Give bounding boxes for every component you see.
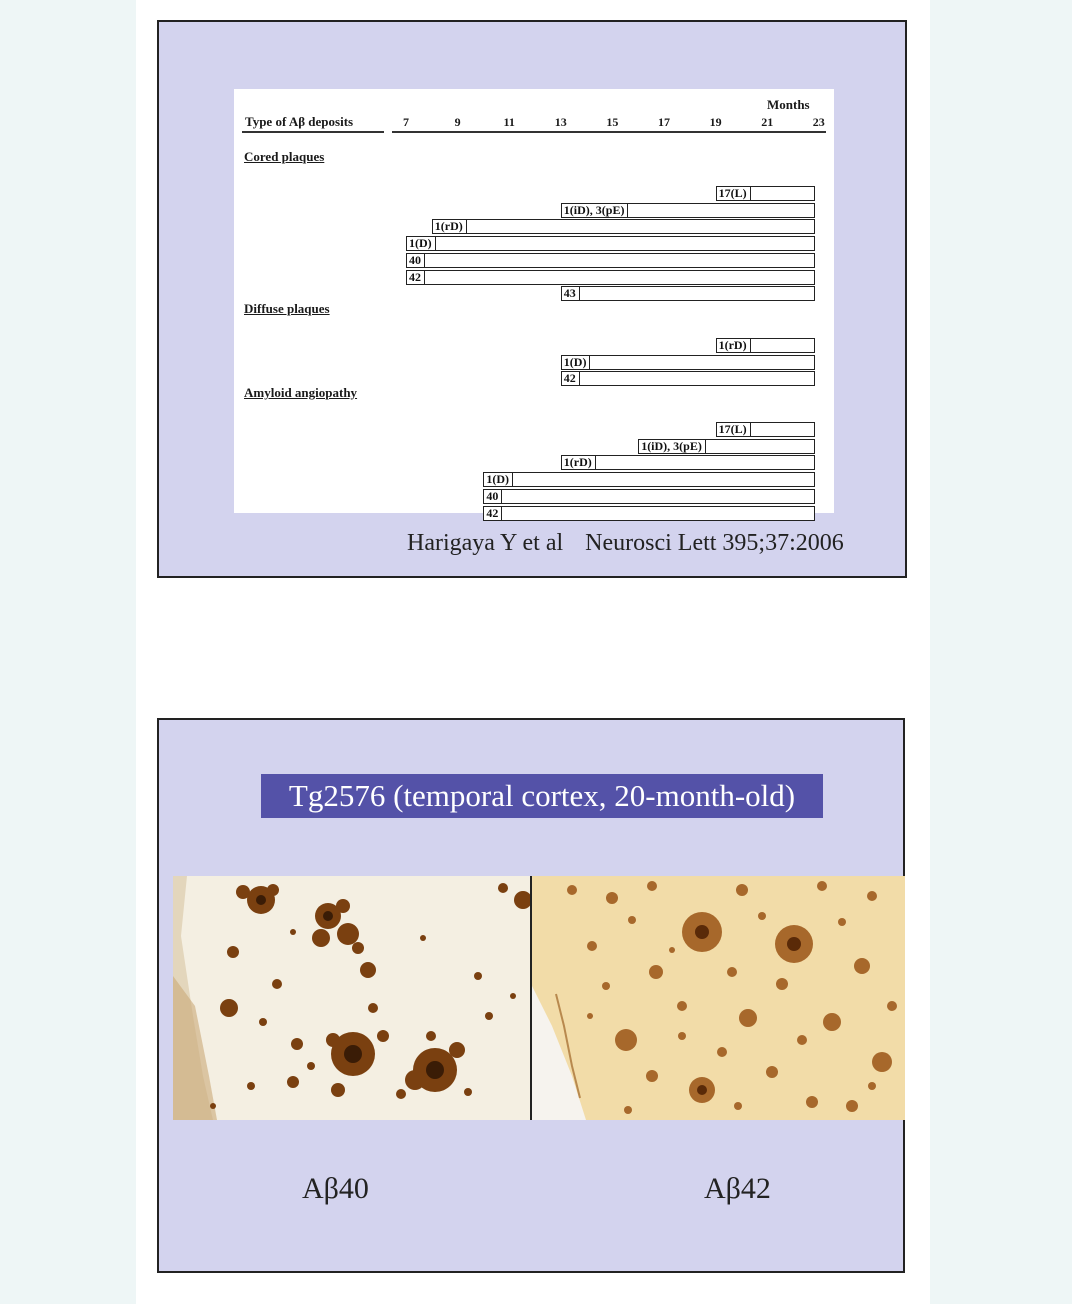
abeta42-caption: Aβ42 [704, 1172, 771, 1205]
deposit-bar [432, 219, 815, 234]
deposit-bar [561, 203, 815, 218]
deposit-bar [638, 439, 815, 454]
months-label: Months [767, 97, 810, 112]
deposit-bar-label: 1(D) [486, 473, 513, 486]
header-underline-right [392, 131, 826, 133]
month-tick: 19 [709, 115, 722, 129]
deposit-bar-label: 40 [486, 490, 502, 503]
month-tick: 13 [554, 115, 567, 129]
abeta42-micrograph [532, 876, 905, 1120]
deposit-bar-label: 1(rD) [564, 456, 596, 469]
section-title: Amyloid angiopathy [244, 385, 358, 400]
slide-title: Tg2576 (temporal cortex, 20-month-old) [261, 774, 823, 818]
abeta40-stain-image [173, 876, 530, 1120]
type-of-deposits-label: Type of Aβ deposits [245, 114, 354, 129]
deposit-bar-label: 1(iD), 3(pE) [641, 440, 706, 453]
deposit-bar-label: 17(L) [719, 423, 751, 436]
month-tick: 9 [454, 115, 461, 129]
citation-authors: Harigaya Y et al [407, 530, 564, 556]
section-title: Diffuse plaques [244, 301, 330, 316]
month-tick: 11 [503, 115, 515, 129]
deposit-bar-label: 42 [564, 372, 580, 385]
deposit-bar-label: 1(D) [409, 237, 436, 250]
deposit-bar-label: 1(D) [564, 356, 591, 369]
deposit-bar [716, 338, 815, 353]
deposit-bar [561, 371, 815, 386]
deposit-bar [483, 472, 815, 487]
month-tick: 15 [606, 115, 619, 129]
deposit-bar [406, 236, 815, 251]
abeta40-caption: Aβ40 [302, 1172, 369, 1205]
header-underline-left [242, 131, 384, 133]
deposit-bar [561, 286, 815, 301]
deposit-bar-label: 42 [409, 271, 425, 284]
deposit-bar-label: 1(iD), 3(pE) [564, 204, 629, 217]
deposit-bar-label: 1(rD) [435, 220, 467, 233]
month-tick: 17 [658, 115, 670, 129]
abeta40-micrograph [173, 876, 530, 1120]
deposit-bar [716, 422, 815, 437]
citation-journal: Neurosci Lett 395;37:2006 [585, 530, 844, 556]
deposit-bar-label: 43 [564, 287, 580, 300]
citation [407, 530, 844, 557]
deposit-bar [483, 489, 815, 504]
micrograph-slide [157, 718, 905, 1273]
deposit-bar [483, 506, 815, 521]
deposit-bar [561, 455, 815, 470]
section-title: Cored plaques [244, 149, 325, 164]
timeline-slide [157, 20, 907, 578]
deposit-bar-label: 1(rD) [719, 339, 751, 352]
deposit-timeline-table [234, 89, 834, 520]
deposit-bar [716, 186, 815, 201]
deposit-bar [406, 253, 815, 268]
month-tick: 23 [812, 115, 825, 129]
month-tick: 21 [761, 115, 774, 129]
deposit-bar [406, 270, 815, 285]
deposit-bar-label: 40 [409, 254, 425, 267]
deposit-bar-label: 17(L) [719, 187, 751, 200]
deposit-bar-label: 42 [486, 507, 502, 520]
abeta42-stain-image [532, 876, 905, 1120]
deposit-bar [561, 355, 815, 370]
month-tick: 7 [403, 115, 409, 129]
